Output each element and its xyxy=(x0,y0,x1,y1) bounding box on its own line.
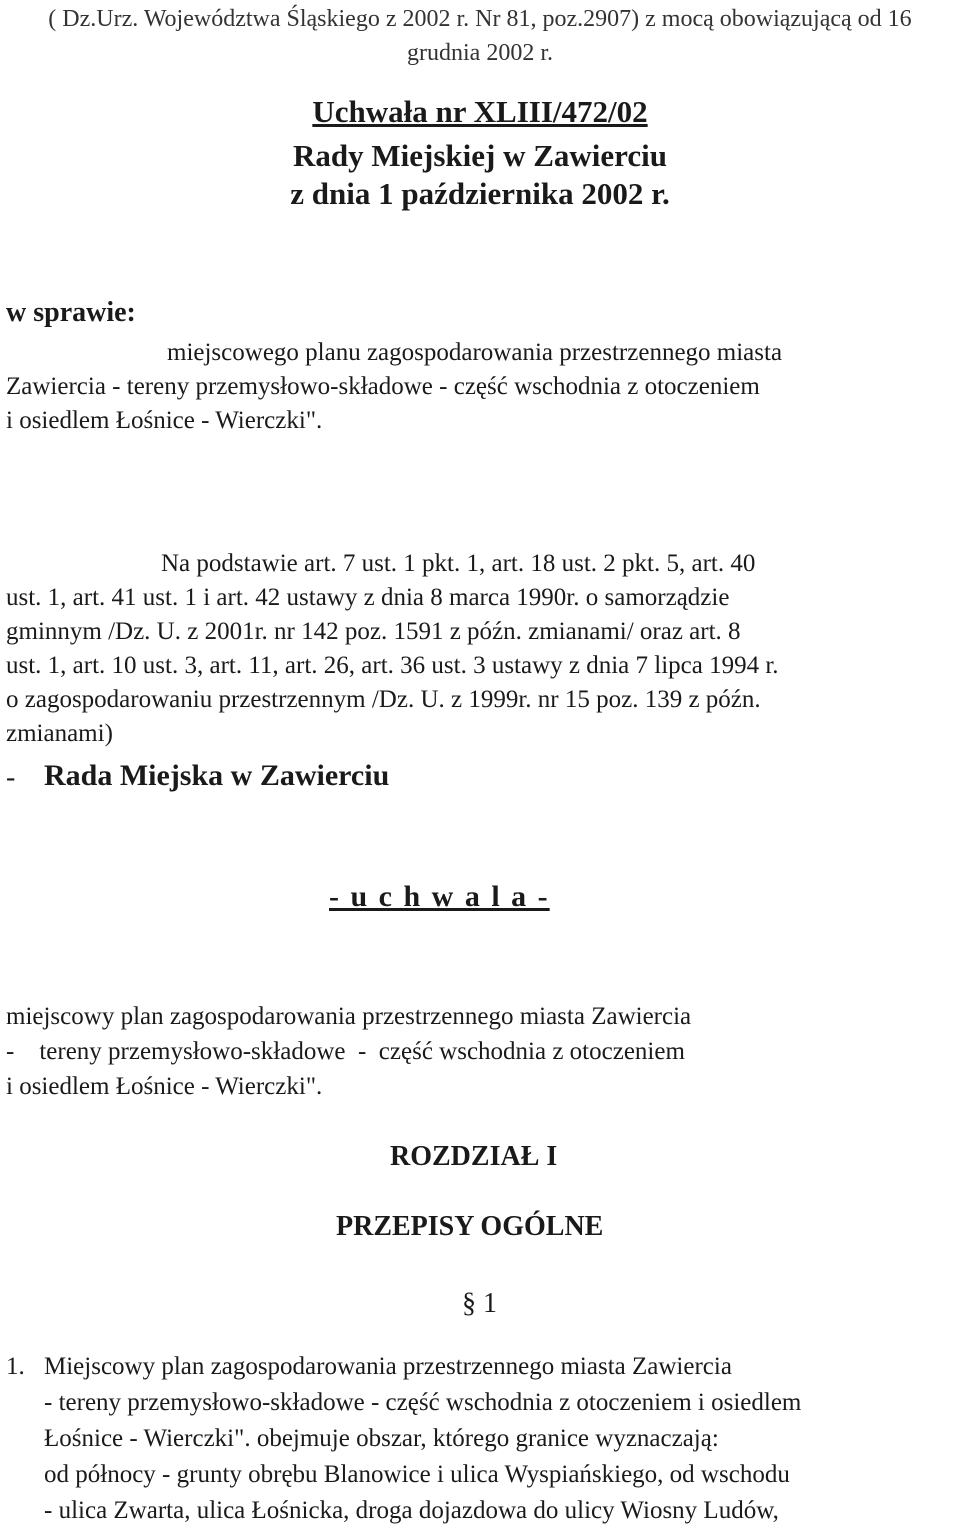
subject-line-2: Zawiercia - tereny przemysłowo-składowe - część wschodnia z otoczeniem xyxy=(6,373,760,400)
paragraph-heading xyxy=(462,1284,497,1324)
item-1-line-2: - tereny przemysłowo-składowe - część wschodnia z otoczeniem i osiedlem xyxy=(44,1389,802,1416)
source-note-line-2: grudnia 2002 r. xyxy=(407,40,553,66)
legal-basis-line-6: zmianami) xyxy=(6,720,113,747)
paragraph-number: 1 xyxy=(483,1288,497,1319)
plan-name-line-2: - tereny przemysłowo-składowe - część wschodnia z otoczeniem xyxy=(6,1038,685,1065)
council-name: Rada Miejska w Zawierciu xyxy=(44,759,390,792)
resolution-title: Uchwała nr XLIII/472/02 xyxy=(312,94,648,129)
plan-name-line-1: miejscowy plan zagospodarowania przestrzennego miasta Zawiercia xyxy=(6,1003,692,1030)
legal-basis-line-2: ust. 1, art. 41 ust. 1 i art. 42 ustawy z dnia 8 marca 1990r. o samorządzie xyxy=(6,584,730,611)
item-1-line-4: od północy - grunty obrębu Blanowice i ulica Wyspiańskiego, od wschodu xyxy=(44,1461,790,1488)
chapter-number: ROZDZIAŁ I xyxy=(390,1141,558,1172)
source-note-line-1: ( Dz.Urz. Województwa Śląskiego z 2002 r. Nr 81, poz.2907) z mocą obowiązującą od 16 xyxy=(48,6,912,32)
legal-basis-line-3: gminnym /Dz. U. z 2001r. nr 142 poz. 1591 z późn. zmianami/ oraz art. 8 xyxy=(6,618,741,645)
legal-basis-line-1: Na podstawie art. 7 ust. 1 pkt. 1, art. 18 ust. 2 pkt. 5, art. 40 xyxy=(161,550,756,577)
legal-basis-line-5: o zagospodarowaniu przestrzennym /Dz. U. z 1999r. nr 15 poz. 139 z późn. xyxy=(6,686,761,713)
item-1-line-1: Miejscowy plan zagospodarowania przestrzennego miasta Zawiercia xyxy=(44,1353,732,1380)
subject-line-1: miejscowego planu zagospodarowania przestrzennego miasta xyxy=(167,339,783,366)
item-1-number: 1. xyxy=(6,1353,25,1380)
item-1-line-3: Łośnice - Wierczki". obejmuje obszar, którego granice wyznaczają: xyxy=(44,1425,719,1452)
subject-line-3: i osiedlem Łośnice - Wierczki". xyxy=(6,407,323,434)
legal-basis-line-4: ust. 1, art. 10 ust. 3, art. 11, art. 26, art. 36 ust. 3 ustawy z dnia 7 lipca 1994 r. xyxy=(6,652,779,679)
item-1-line-5: - ulica Zwarta, ulica Łośnicka, droga dojazdowa do ulicy Wiosny Ludów, xyxy=(44,1497,779,1524)
chapter-title: PRZEPISY OGÓLNE xyxy=(336,1211,604,1242)
section-sign-icon: § xyxy=(462,1288,476,1319)
resolution-date: z dnia 1 października 2002 r. xyxy=(290,176,670,211)
council-dash: - xyxy=(6,762,16,793)
council-name-title: Rady Miejskiej w Zawierciu xyxy=(293,138,667,173)
plan-name-line-3: i osiedlem Łośnice - Wierczki". xyxy=(6,1073,323,1100)
subject-label: w sprawie: xyxy=(6,297,136,328)
resolves-heading: - u c h w a l a - xyxy=(329,880,550,913)
